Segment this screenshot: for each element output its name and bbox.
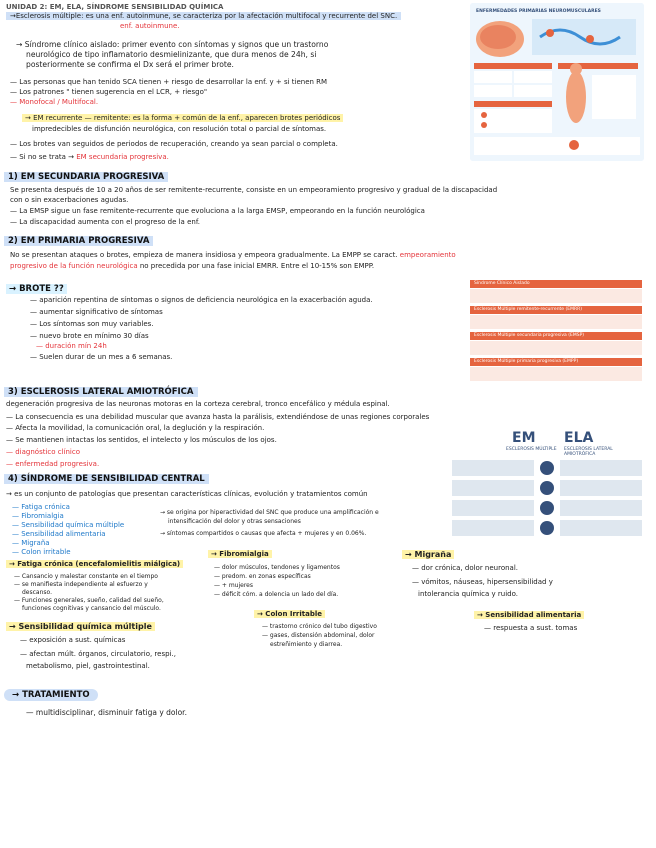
em-definition-text: →Esclerosis múltiple: es una enf. autoinmune, se caracteriza por la afectación multifocal y recurrente del SNC. [6, 12, 401, 20]
fibro-line-3: — + mujeres [214, 582, 253, 589]
salim-heading [474, 611, 584, 620]
ssc-list-item: — Fatiga crónica [12, 503, 70, 511]
emsp-heading-text: 1) EM SECUNDARIA PROGRESIVA [4, 172, 168, 182]
sca-heading: → Síndrome clínico aislado: primer evento con síntomas y signos que un trastorno [16, 40, 329, 49]
fibro-line-2: — predom. en zonas específicas [214, 573, 311, 580]
ssc-list-item: — Sensibilidad química múltiple [12, 521, 125, 529]
sca-bullet-1: — Las personas que han tenido SCA tienen + riesgo de desarrollar la enf. y + si tienen RM [10, 78, 328, 86]
empp-line-2-red: progresivo de la función neurológica [10, 262, 138, 270]
sqm-line-2: — afectan múlt. órganos, circulatorio, respi., [20, 650, 176, 658]
salim-heading-text: → Sensibilidad alimentaria [474, 611, 584, 619]
sqm-heading-text: → Sensibilidad química múltiple [6, 622, 155, 631]
comparison-row [452, 500, 642, 516]
brote-bullet-1: — aparición repentina de síntomas o signos de deficiencia neurológica en la exacerbación aguda. [30, 296, 373, 304]
emsp-line-2: con o sin exacerbaciones agudas. [10, 196, 129, 204]
infographic-title: ENFERMEDADES PRIMARIAS NEUROMUSCULARES [476, 9, 601, 14]
ssc-list-item: — Sensibilidad alimentaria [12, 530, 106, 538]
emrr-bullet-1: — Los brotes van seguidos de periodos de recuperación, creando ya sean parcial o completa. [10, 140, 338, 148]
ssc-right-3: → síntomas compartidos o causas que afecta + mujeres y en 0.06%. [160, 530, 367, 537]
ela-sublabel: ESCLEROSIS LATERAL AMIOTRÓFICA [564, 447, 613, 457]
fatiga-heading-text: → Fatiga crónica (encefalomielitis miálgica) [6, 560, 183, 568]
emrr-line-2: impredecibles de disfunción neurológica, con resolución total o parcial de síntomas. [32, 125, 327, 133]
ssc-heading-text: 4) SÍNDROME DE SENSIBILIDAD CENTRAL [4, 474, 209, 484]
treatment-heading [4, 690, 98, 701]
emrr-heading-text: → EM recurrente — remitente: es la forma + común de la enf., aparecen brotes periódicos [22, 114, 343, 122]
ela-heading-text: 3) ESCLEROSIS LATERAL AMIOTRÓFICA [4, 387, 198, 397]
fibro-heading-text: → Fibromialgia [208, 550, 272, 558]
ela-line-5: — diagnóstico clínico [6, 448, 81, 456]
em-ela-comparison [452, 430, 642, 548]
ela-line-3: — Afecta la movilidad, la comunicación oral, la deglución y la respiración. [6, 424, 265, 432]
migrana-line-1: — dor crónica, dolor neuronal. [412, 564, 519, 572]
comparison-row [452, 460, 642, 476]
infobox-text [470, 367, 642, 381]
fatiga-line-4: — Funciones generales, sueño, calidad del sueño, [14, 597, 164, 604]
comparison-row [452, 520, 642, 536]
ssc-heading [4, 474, 209, 485]
brote-bullet-5: — duración mín 24h [36, 342, 107, 350]
ssc-right-2: intensificación del dolor y otras sensaciones [168, 518, 301, 525]
treatment-line-1: — multidisciplinar, disminuir fatiga y dolor. [26, 708, 187, 717]
ela-line-1: degeneración progresiva de las neuronas motoras en la corteza cerebral, tronco encefálico y médula espinal. [6, 400, 390, 408]
empp-heading-text: 2) EM PRIMARIA PROGRESIVA [4, 236, 153, 246]
sca-line-2: neurológico de tipo inflamatorio desmielinizante, que dura menos de 24h, si [26, 50, 317, 59]
emrr-bullet-2 [10, 153, 169, 162]
ssc-right-1: → se origina por hiperactividad del SNC que produce una amplificación e [160, 509, 379, 516]
salim-line-1: — respuesta a sust. tomas [484, 624, 578, 632]
infobox-text [470, 341, 642, 355]
brote-bullet-2: — aumentar significativo de síntomas [30, 308, 163, 316]
infobox-text [470, 315, 642, 329]
sqm-line-1: — exposición a sust. químicas [20, 636, 126, 644]
brote-bullet-3: — Los síntomas son muy variables. [30, 320, 154, 328]
migrana-line-2: — vómitos, náuseas, hipersensibilidad y [412, 578, 553, 586]
infographic [470, 3, 644, 161]
brote-bullet-4: — nuevo brote en mínimo 30 días [30, 332, 149, 340]
fatiga-line-1: — Cansancio y malestar constante en el tiempo [14, 573, 158, 580]
ssc-list-item: — Colon irritable [12, 548, 71, 556]
emrr-heading [22, 114, 343, 123]
infobox-bar: Esclerosis Múltiple secundaria progresiva (EMSP) [470, 332, 642, 340]
migrana-heading-text: → Migraña [402, 550, 454, 559]
emsp-line-4: — La discapacidad aumenta con el progreso de la enf. [10, 218, 200, 226]
emrr-bullet-2-text: — Si no se trata → [10, 153, 74, 161]
empp-line-1 [10, 251, 456, 260]
infobox-text [470, 289, 642, 303]
sca-bullet-2: — Los patrones " tienen sugerencia en el LCR, + riesgo" [10, 88, 208, 96]
sqm-heading [6, 622, 155, 631]
ssc-line-1: → es un conjunto de patologías que presentan características clínicas, evolución y tratamientos común [6, 490, 368, 498]
infobox-bar: Esclerosis Múltiple primaria progresiva (EMPP) [470, 358, 642, 366]
colon-line-2: — gases, distensión abdominal, dolor [262, 632, 375, 639]
empp-line-1-text: No se presentan ataques o brotes, empieza de manera insidiosa y empeora gradualmente. La EMPP se caract. [10, 251, 398, 259]
ssc-list-item: — Migraña [12, 539, 50, 547]
emsp-heading [4, 172, 168, 183]
migrana-heading [402, 550, 454, 559]
infobox-bar: Esclerosis Múltiple remitente-recurrente (EMRR) [470, 306, 642, 314]
page-title: UNIDAD 2: EM, ELA, SÍNDROME SENSIBILIDAD QUÍMICA [6, 3, 224, 11]
ssc-list-item: — Fibromialgia [12, 512, 64, 520]
treatment-heading-text: → TRATAMIENTO [4, 689, 98, 701]
colon-line-1: — trastorno crónico del tubo digestivo [262, 623, 377, 630]
em-label: EM [512, 430, 536, 446]
ela-line-4: — Se mantienen intactas los sentidos, el intelecto y los músculos de los ojos. [6, 436, 277, 444]
ela-line-2: — La consecuencia es una debilidad muscular que avanza hasta la parálisis, extendiéndose de unas regiones corporales [6, 413, 430, 421]
infobox-bar: Síndrome Clínico Aislado [470, 280, 642, 288]
fatiga-line-5: funciones cognitivas y cansancio del músculo. [22, 605, 161, 612]
fibro-line-4: — déficit cóm. a dolencia un lado del día. [214, 591, 339, 598]
colon-heading [254, 610, 325, 619]
fibro-line-1: — dolor músculos, tendones y ligamentos [214, 564, 340, 571]
em-sublabel: ESCLEROSIS MÚLTIPLE [506, 447, 557, 452]
empp-line-1-red: empeoramiento [399, 251, 456, 259]
comparison-row [452, 480, 642, 496]
brote-bullet-6: — Suelen durar de un mes a 6 semanas. [30, 353, 173, 361]
em-definition [6, 12, 401, 21]
colon-heading-text: → Colon Irritable [254, 610, 325, 618]
empp-heading [4, 236, 153, 247]
emsp-line-1: Se presenta después de 10 a 20 años de ser remitente-recurrente, consiste en un empeoramiento progresivo y gradual de la discapacidad [10, 186, 498, 194]
ela-heading [4, 387, 198, 398]
empp-line-2-text: no precedida por una fase inicial EMRR. Entre el 10-15% son EMPP. [139, 262, 375, 270]
emsp-line-3: — La EMSP sigue un fase remitente-recurrente que evoluciona a la larga EMSP, empeorando en la función neurológica [10, 207, 425, 215]
ela-label: ELA [564, 430, 594, 446]
fibro-heading [208, 550, 272, 559]
empp-line-2 [10, 262, 374, 271]
infographic-art [470, 3, 644, 161]
emrr-bullet-2-red: EM secundaria progresiva. [76, 153, 169, 161]
sca-bullet-3: — Monofocal / Multifocal. [10, 98, 99, 106]
migrana-line-3: intolerancia química y ruido. [418, 590, 518, 598]
ela-line-6: — enfermedad progresiva. [6, 460, 100, 468]
fatiga-line-2: — se manifiesta independiente al esfuerzo y [14, 581, 148, 588]
brote-heading-text: → BROTE ?? [6, 284, 67, 294]
em-definition-red: enf. autoinmune. [120, 22, 180, 30]
brote-heading [6, 284, 67, 295]
fatiga-heading [6, 560, 183, 569]
sca-line-3: posteriormente se confirma el Dx será el primer brote. [26, 60, 234, 69]
colon-line-3: estreñimiento y diarrea. [270, 641, 343, 648]
sqm-line-3: metabolismo, piel, gastrointestinal. [26, 662, 150, 670]
em-types-infobox [470, 280, 642, 384]
fatiga-line-3: descanso. [22, 589, 53, 596]
